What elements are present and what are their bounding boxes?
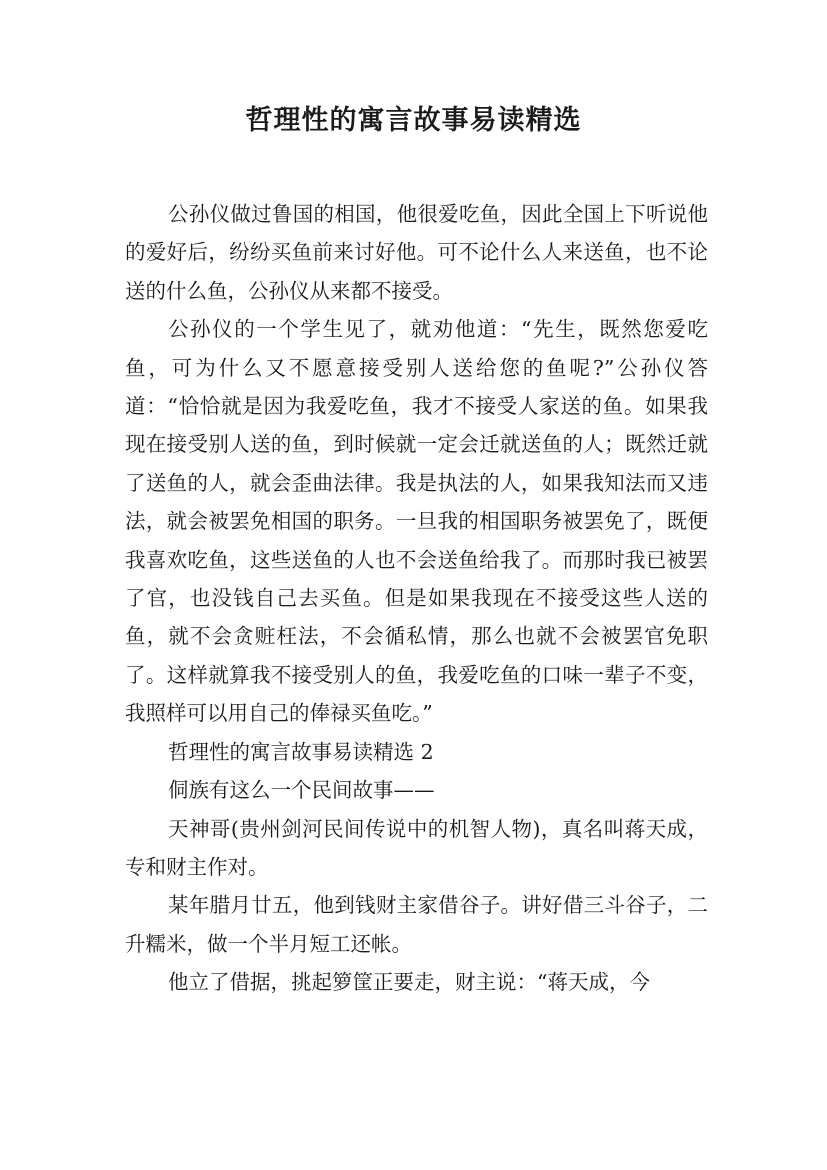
document-title: 哲理性的寓言故事易读精选 xyxy=(245,105,582,136)
paragraph: 某年腊月廿五，他到钱财主家借谷子。讲好借三斗谷子，二升糯米，做一个半月短工还帐。 xyxy=(125,893,708,956)
document-body xyxy=(125,195,708,1002)
paragraph: 公孙仪的一个学生见了，就劝他道：“先生，既然您爱吃鱼，可为什么又不愿意接受别人送给您的鱼呢?”公孙仪答道：“恰恰就是因为我爱吃鱼，我才不接受人家送的鱼。如果我现在接受别人送的鱼，到时候就一定会迁就送鱼的人；既然迁就了送鱼的人，就会歪曲法律。我是执法的人，如果我知法而又违法，就会被罢免相国的职务。一旦我的相国职务被罢免了，既便我喜欢吃鱼，这些送鱼的人也不会送鱼给我了。而那时我已被罢了官，也没钱自己去买鱼。但是如果我现在不接受这些人送的鱼，就不会贪赃枉法，不会循私情，那么也就不会被罢官免职了。这样就算我不接受别人的鱼，我爱吃鱼的口味一辈子不变，我照样可以用自己的俸禄买鱼吃。” xyxy=(125,317,708,726)
section-heading: 哲理性的寓言故事易读精选 2 xyxy=(168,739,434,764)
paragraph: 公孙仪做过鲁国的相国，他很爱吃鱼，因此全国上下听说他的爱好后，纷纷买鱼前来讨好他。可不论什么人来送鱼，也不论送的什么鱼，公孙仪从来都不接受。 xyxy=(125,202,708,303)
paragraph: 侗族有这么一个民间故事—— xyxy=(168,778,435,803)
paragraph: 他立了借据，挑起箩筐正要走，财主说：“蒋天成，今 xyxy=(168,970,651,995)
paragraph: 天神哥(贵州剑河民间传说中的机智人物)，真名叫蒋天成，专和财主作对。 xyxy=(125,816,708,879)
